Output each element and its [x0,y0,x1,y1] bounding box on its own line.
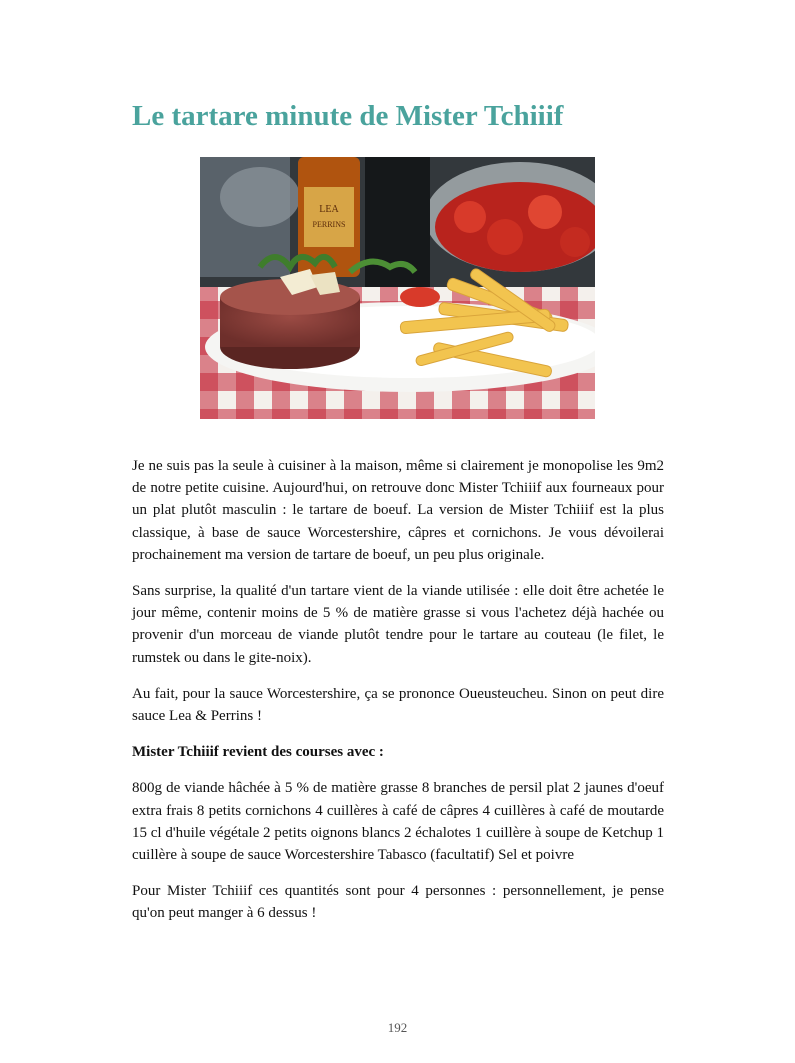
ingredients-list: 800g de viande hâchée à 5 % de matière grasse 8 branches de persil plat 2 jaunes d'oeuf extra frais 8 petits cornichons 4 cuillères à café de câpres 4 cuillères à café de moutarde 15 cl d'huile végétale 2 petits oignons blancs 2 échalotes 1 cuillère à soupe de Ketchup 1 cuillère à soupe de sauce Worcestershire Tabasco (facultatif) Sel et poivre [132,780,664,864]
bottle-label-lea: LEA [319,204,339,215]
ingredients-heading: Mister Tchiiif revient des courses avec : [132,744,384,761]
page-title: Le tartare minute de Mister Tchiiif [132,100,564,132]
article-body [132,455,664,939]
intro-paragraph: Je ne suis pas la seule à cuisiner à la maison, même si clairement je monopolise les 9m2 de notre petite cuisine. Aujourd'hui, on retrouve donc Mister Tchiiif aux fourneaux pour un plat plutôt masculin : le tartare de boeuf. La version de Mister Tchiiif est la plus classique, à base de sauce Worcestershire, câpres et cornichons. Je vous dévoilerai prochainement ma version de tartare de boeuf, un peu plus originale. [132,458,664,563]
worcestershire-paragraph: Au fait, pour la sauce Worcestershire, ça se prononce Oueusteucheu. Sinon on peut dire sauce Lea & Perrins ! [132,685,664,725]
servings-paragraph: Pour Mister Tchiiif ces quantités sont pour 4 personnes : personnellement, je pense qu'on peut manger à 6 dessus ! [132,883,664,922]
bottle-label-perrins: PERRINS [312,220,346,229]
tartare-photo [200,157,595,419]
page-number: 192 [387,1020,408,1035]
meat-quality-paragraph: Sans surprise, la qualité d'un tartare vient de la viande utilisée : elle doit être achetée le jour même, contenir moins de 5 % de matière grasse si vous l'achetez déjà hachée ou provenir d'un morceau de viande plutôt tendre pour le tartare au couteau (le filet, le rumstek ou dans le gite-noix). [132,583,664,666]
